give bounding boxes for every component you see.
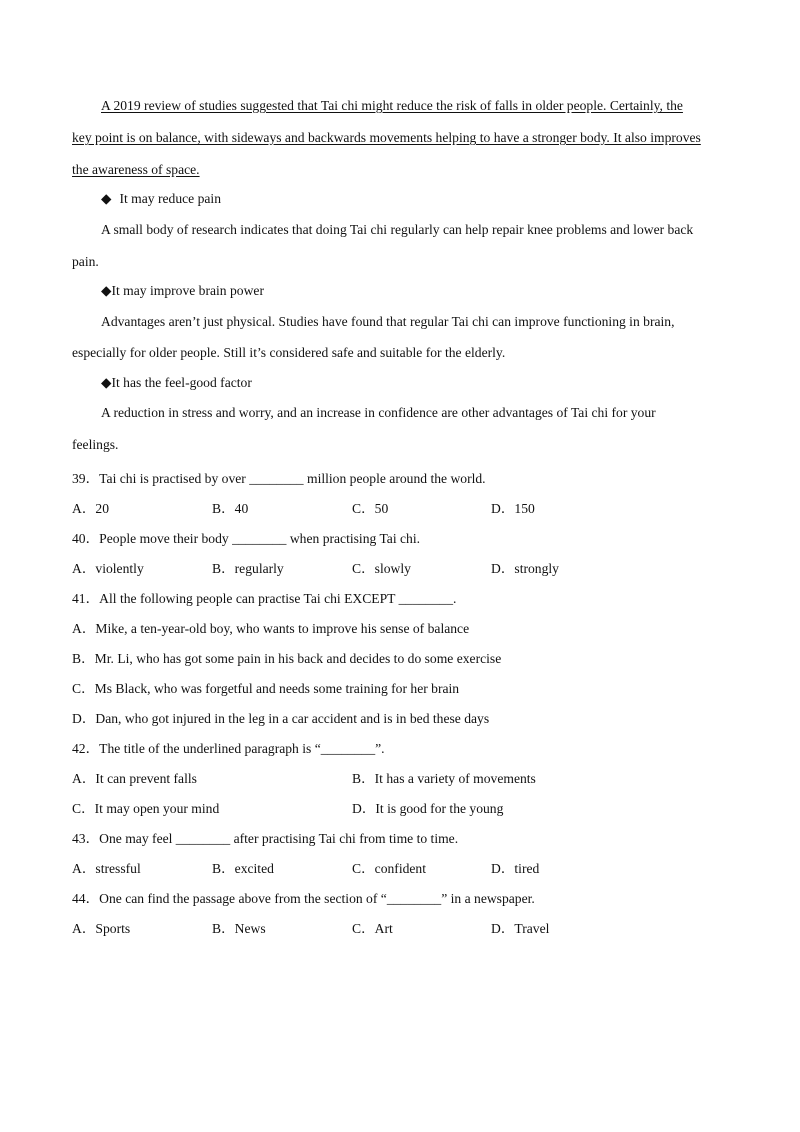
section-body-line: Advantages aren’t just physical. Studies have found that regular Tai chi can improve functioning in brain,	[101, 314, 675, 329]
question-40-option-a: A．violently	[72, 561, 144, 576]
question-40-option-c: C．slowly	[352, 561, 411, 576]
question-44-option-a: A．Sports	[72, 921, 131, 936]
section-body-line: A small body of research indicates that doing Tai chi regularly can help repair knee problems and lower back	[101, 222, 694, 237]
question-44-option-b: B．News	[212, 921, 266, 936]
question-43-option-a: A．stressful	[72, 861, 141, 876]
question-39-option-b: B．40	[212, 501, 249, 516]
section-body-line: pain.	[72, 254, 99, 269]
question-40-stem: 40．People move their body ________ when practising Tai chi.	[72, 531, 421, 546]
underlined-paragraph-line-3: the awareness of space.	[72, 162, 200, 177]
question-42-stem: 42．The title of the underlined paragraph is “________”.	[72, 741, 385, 756]
question-41-option-d: D．Dan, who got injured in the leg in a car accident and is in bed these days	[72, 711, 490, 726]
question-40-option-b: B．regularly	[212, 561, 284, 576]
question-43-option-d: D．tired	[491, 861, 540, 876]
underlined-paragraph-line-1: A 2019 review of studies suggested that Tai chi might reduce the risk of falls in older people. Certainly, the	[101, 98, 683, 113]
question-39-option-d: D．150	[491, 501, 535, 516]
question-39-stem: 39．Tai chi is practised by over ________ million people around the world.	[72, 471, 486, 486]
question-44-option-d: D．Travel	[491, 921, 550, 936]
question-41-option-a: A．Mike, a ten-year-old boy, who wants to improve his sense of balance	[72, 621, 470, 636]
question-42-option-a: A．It can prevent falls	[72, 771, 197, 786]
diamond-bullet-icon: ◆	[101, 283, 112, 298]
section-heading-brain-power	[101, 283, 264, 299]
question-41-stem: 41．All the following people can practise Tai chi EXCEPT ________.	[72, 591, 457, 606]
question-43-option-c: C．confident	[352, 861, 426, 876]
underlined-paragraph-line-2: key point is on balance, with sideways and backwards movements helping to have a stronger body. It also improves	[72, 130, 701, 145]
question-42-option-b: B．It has a variety of movements	[352, 771, 536, 786]
question-43-stem: 43．One may feel ________ after practising Tai chi from time to time.	[72, 831, 459, 846]
section-body-line: especially for older people. Still it’s considered safe and suitable for the elderly.	[72, 345, 506, 360]
question-43-option-b: B．excited	[212, 861, 274, 876]
question-41-option-b: B．Mr. Li, who has got some pain in his back and decides to do some exercise	[72, 651, 502, 666]
section-heading-feel-good	[101, 375, 252, 391]
section-heading-reduce-pain	[101, 191, 221, 207]
question-44-stem: 44．One can find the passage above from the section of “________” in a newspaper.	[72, 891, 535, 906]
diamond-bullet-icon: ◆	[101, 375, 112, 390]
question-42-option-d: D．It is good for the young	[352, 801, 504, 816]
section-heading-text: It may improve brain power	[111, 283, 264, 298]
question-44-option-c: C．Art	[352, 921, 393, 936]
question-42-option-c: C．It may open your mind	[72, 801, 220, 816]
question-40-option-d: D．strongly	[491, 561, 559, 576]
section-body-line: feelings.	[72, 437, 119, 452]
section-body-line: A reduction in stress and worry, and an increase in confidence are other advantages of Tai chi for your	[101, 405, 656, 420]
question-41-option-c: C．Ms Black, who was forgetful and needs some training for her brain	[72, 681, 460, 696]
question-39-option-a: A．20	[72, 501, 110, 516]
diamond-bullet-icon: ◆	[101, 191, 112, 206]
question-39-option-c: C．50	[352, 501, 389, 516]
section-heading-text: It has the feel-good factor	[111, 375, 252, 390]
section-heading-text: It may reduce pain	[119, 191, 221, 206]
